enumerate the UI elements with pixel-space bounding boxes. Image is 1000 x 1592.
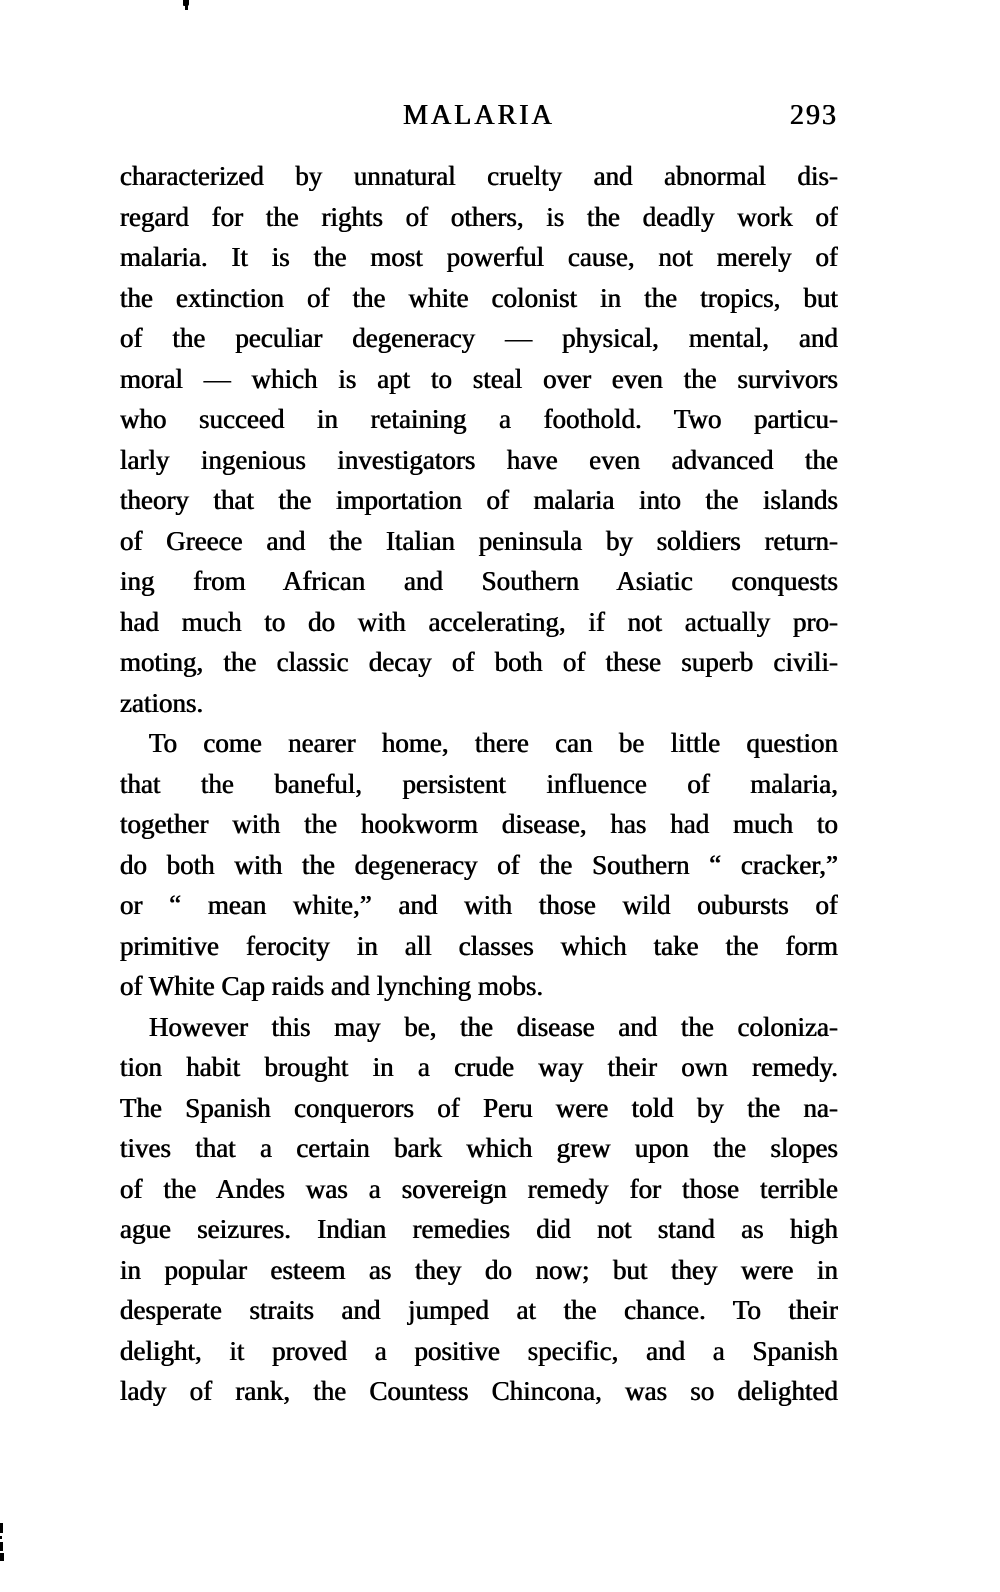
text-line: the extinction of the white colonist in the tropics, but: [120, 282, 838, 313]
text-line: moral — which is apt to steal over even the survivors: [120, 363, 838, 394]
scan-edge-artifact: [0, 1553, 4, 1561]
text-line: who succeed in retaining a foothold. Two particu-: [120, 404, 838, 434]
text-line: malaria. It is the most powerful cause, not merely of: [120, 242, 838, 272]
running-head-title: MALARIA: [403, 100, 555, 131]
text-line: lady of rank, the Countess Chincona, was so delighted: [120, 1376, 838, 1406]
text-line: had much to do with accelerating, if not actually pro-: [120, 606, 838, 637]
body-text: [120, 156, 838, 1412]
text-line: do both with the degeneracy of the Southern “ cracker,”: [120, 849, 838, 880]
page-header: [120, 100, 838, 136]
text-line: To come nearer home, there can be little question: [149, 728, 838, 758]
text-line: delight, it proved a positive specific, and a Spanish: [120, 1335, 838, 1366]
scan-edge-artifact: [0, 1523, 3, 1533]
text-line: of Greece and the Italian peninsula by soldiers return-: [120, 525, 838, 556]
text-line: primitive ferocity in all classes which take the form: [120, 930, 838, 961]
text-line: The Spanish conquerors of Peru were told by the na-: [120, 1092, 838, 1123]
text-line: together with the hookworm disease, has had much to: [120, 809, 838, 839]
ink-smudge-top: [183, 0, 189, 6]
paragraph: [120, 156, 838, 723]
paragraph: [120, 1007, 838, 1412]
paragraph: [120, 723, 838, 1007]
page-number: 293: [790, 100, 838, 131]
text-line: tives that a certain bark which grew upon the slopes: [120, 1133, 838, 1163]
scan-edge-artifact: [0, 1542, 3, 1551]
text-line: of the Andes was a sovereign remedy for those terrible: [120, 1173, 838, 1204]
text-line: characterized by unnatural cruelty and abnormal dis-: [120, 161, 838, 191]
text-line: zations.: [120, 687, 204, 718]
text-line: or “ mean white,” and with those wild oubursts of: [120, 890, 838, 920]
text-line: in popular esteem as they do now; but they were in: [120, 1254, 838, 1285]
text-line: tion habit brought in a crude way their own remedy.: [120, 1052, 838, 1082]
text-line: However this may be, the disease and the coloniza-: [149, 1011, 838, 1042]
text-line: theory that the importation of malaria into the islands: [120, 485, 838, 515]
scan-edge-artifact: [0, 1536, 2, 1539]
text-line: moting, the classic decay of both of these superb civili-: [120, 647, 838, 677]
text-line: ing from African and Southern Asiatic conquests: [120, 566, 838, 596]
text-line: of White Cap raids and lynching mobs.: [120, 971, 544, 1001]
text-line: of the peculiar degeneracy — physical, mental, and: [120, 323, 838, 353]
text-line: that the baneful, persistent influence of malaria,: [120, 768, 838, 799]
text-line: larly ingenious investigators have even advanced the: [120, 444, 838, 475]
text-line: regard for the rights of others, is the deadly work of: [120, 201, 838, 232]
text-line: ague seizures. Indian remedies did not stand as high: [120, 1214, 838, 1244]
text-line: desperate straits and jumped at the chance. To their: [120, 1295, 838, 1325]
